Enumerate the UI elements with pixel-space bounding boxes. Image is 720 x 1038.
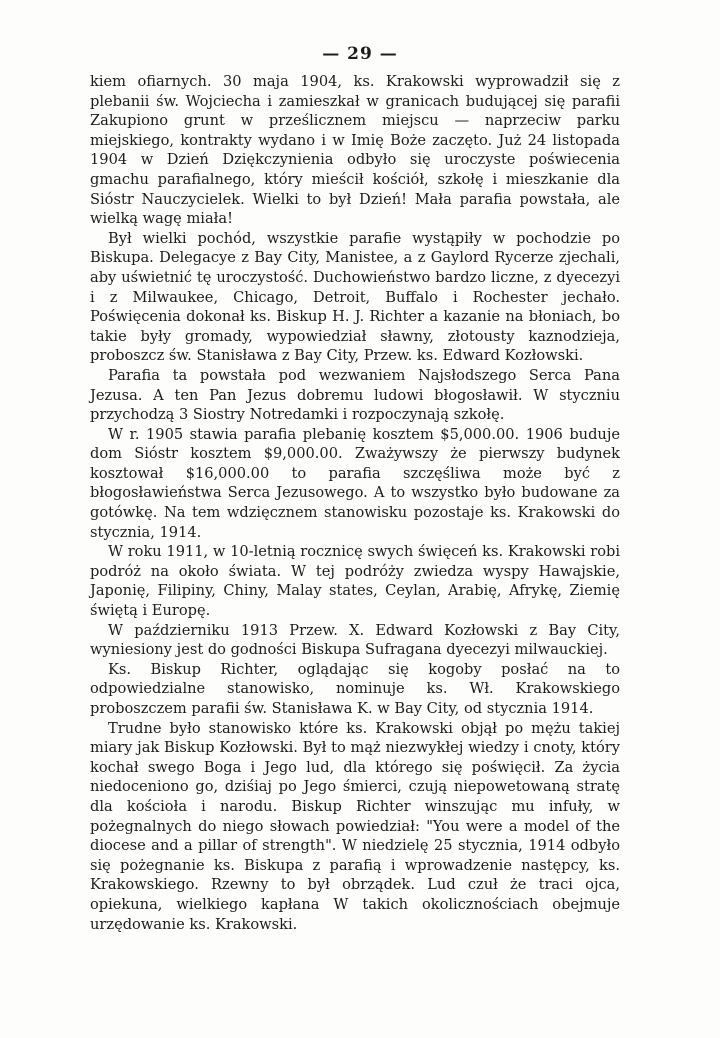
page-number: — 29 — (322, 44, 398, 64)
paragraph: W październiku 1913 Przew. X. Edward Kozłowski z Bay City, wyniesiony jest do godności Biskupa Sufragana dyecezyi milwauckiej. (90, 621, 620, 659)
paragraph: Trudne było stanowisko które ks. Krakowski objął po mężu takiej miary jak Biskup Kozłowski. Był to mąż niezwykłej wiedzy i cnoty, który kochał swego Boga i Jego lud, dla którego się poświęcił. Za życia niedoceniono go, dziśiaj po Jego śmierci, czują niepowetowaną stratę dla kościoła i narodu. Biskup Richter winszując mu infuły, w pożegnalnych do niego słowach powiedział: "You were a model of the diocese and a pillar of strength". W niedzielę 25 stycznia, 1914 odbyło się pożegnanie ks. Biskupa z parafią i wprowadzenie następcy, ks. Krakowskiego. Rzewny to był obrządek. Lud czuł że traci ojca, opiekuna, wielkiego kapłana W takich okolicznościach obejmuje urzędowanie ks. Krakowski. (90, 719, 620, 933)
paragraph: Parafia ta powstała pod wezwaniem Najsłodszego Serca Pana Jezusa. A ten Pan Jezus dobremu ludowi błogosławił. W styczniu przychodzą 3 Siostry Notredamki i rozpoczynają szkołę. (90, 366, 620, 424)
paragraph: W roku 1911, w 10-letnią rocznicę swych święceń ks. Krakowski robi podróż na około świata. W tej podróży zwiedza wyspy Hawajskie, Japonię, Filipiny, Chiny, Malay states, Ceylan, Arabię, Afrykę, Ziemię świętą i Europę. (90, 543, 620, 620)
paragraph: W r. 1905 stawia parafia plebanię kosztem $5,000.00. 1906 buduje dom Sióstr kosztem $9,000.00. Zważywszy że pierwszy budynek kosztował $16,000.00 to parafia szczęśliwa może być z błogosławieństwa Serca Jezusowego. A to wszystko było budowane za gotówkę. Na tem wdzięcznem stanowisku pozostaje ks. Krakowski do stycznia, 1914. (90, 425, 620, 541)
paragraph: Ks. Biskup Richter, oglądając się kogoby posłać na to odpowiedzialne stanowisko, nominuje ks. Wł. Krakowskiego proboszczem parafii św. Stanisława K. w Bay City, od stycznia 1914. (90, 660, 620, 717)
paragraph: Był wielki pochód, wszystkie parafie wystąpiły w pochodzie po Biskupa. Delegacye z Bay City, Manistee, a z Gaylord Rycerze zjechali, aby uświetnić tę uroczystość. Duchowieństwo bardzo liczne, z dyecezyi i z Milwaukee, Chicago, Detroit, Buffalo i Rochester jechało. Poświęcenia dokonał ks. Biskup H. J. Richter a kazanie na błoniach, bo takie były gromady, wypowiedział sławny, złotousty kaznodzieja, proboszcz św. Stanisława z Bay City, Przew. ks. Edward Kozłowski. (90, 229, 620, 365)
paragraph: kiem ofiarnych. 30 maja 1904, ks. Krakowski wyprowadził się z plebanii św. Wojciecha i zamieszkał w granicach budującej się parafii Zakupiono grunt w prześlicznem miejscu — naprzeciw parku miejskiego, kontrakty wydano i w Imię Boże zaczęto. Już 24 listopada 1904 w Dzień Dziękczynienia odbyło się uroczyste poświecenia gmachu parafialnego, który mieścił kościół, szkołę i mieszkanie dla Sióstr Nauczycielek. Wielki to był Dzień! Mała parafia powstała, ale wielką wagę miała! (90, 73, 620, 228)
body-text (90, 72, 620, 934)
